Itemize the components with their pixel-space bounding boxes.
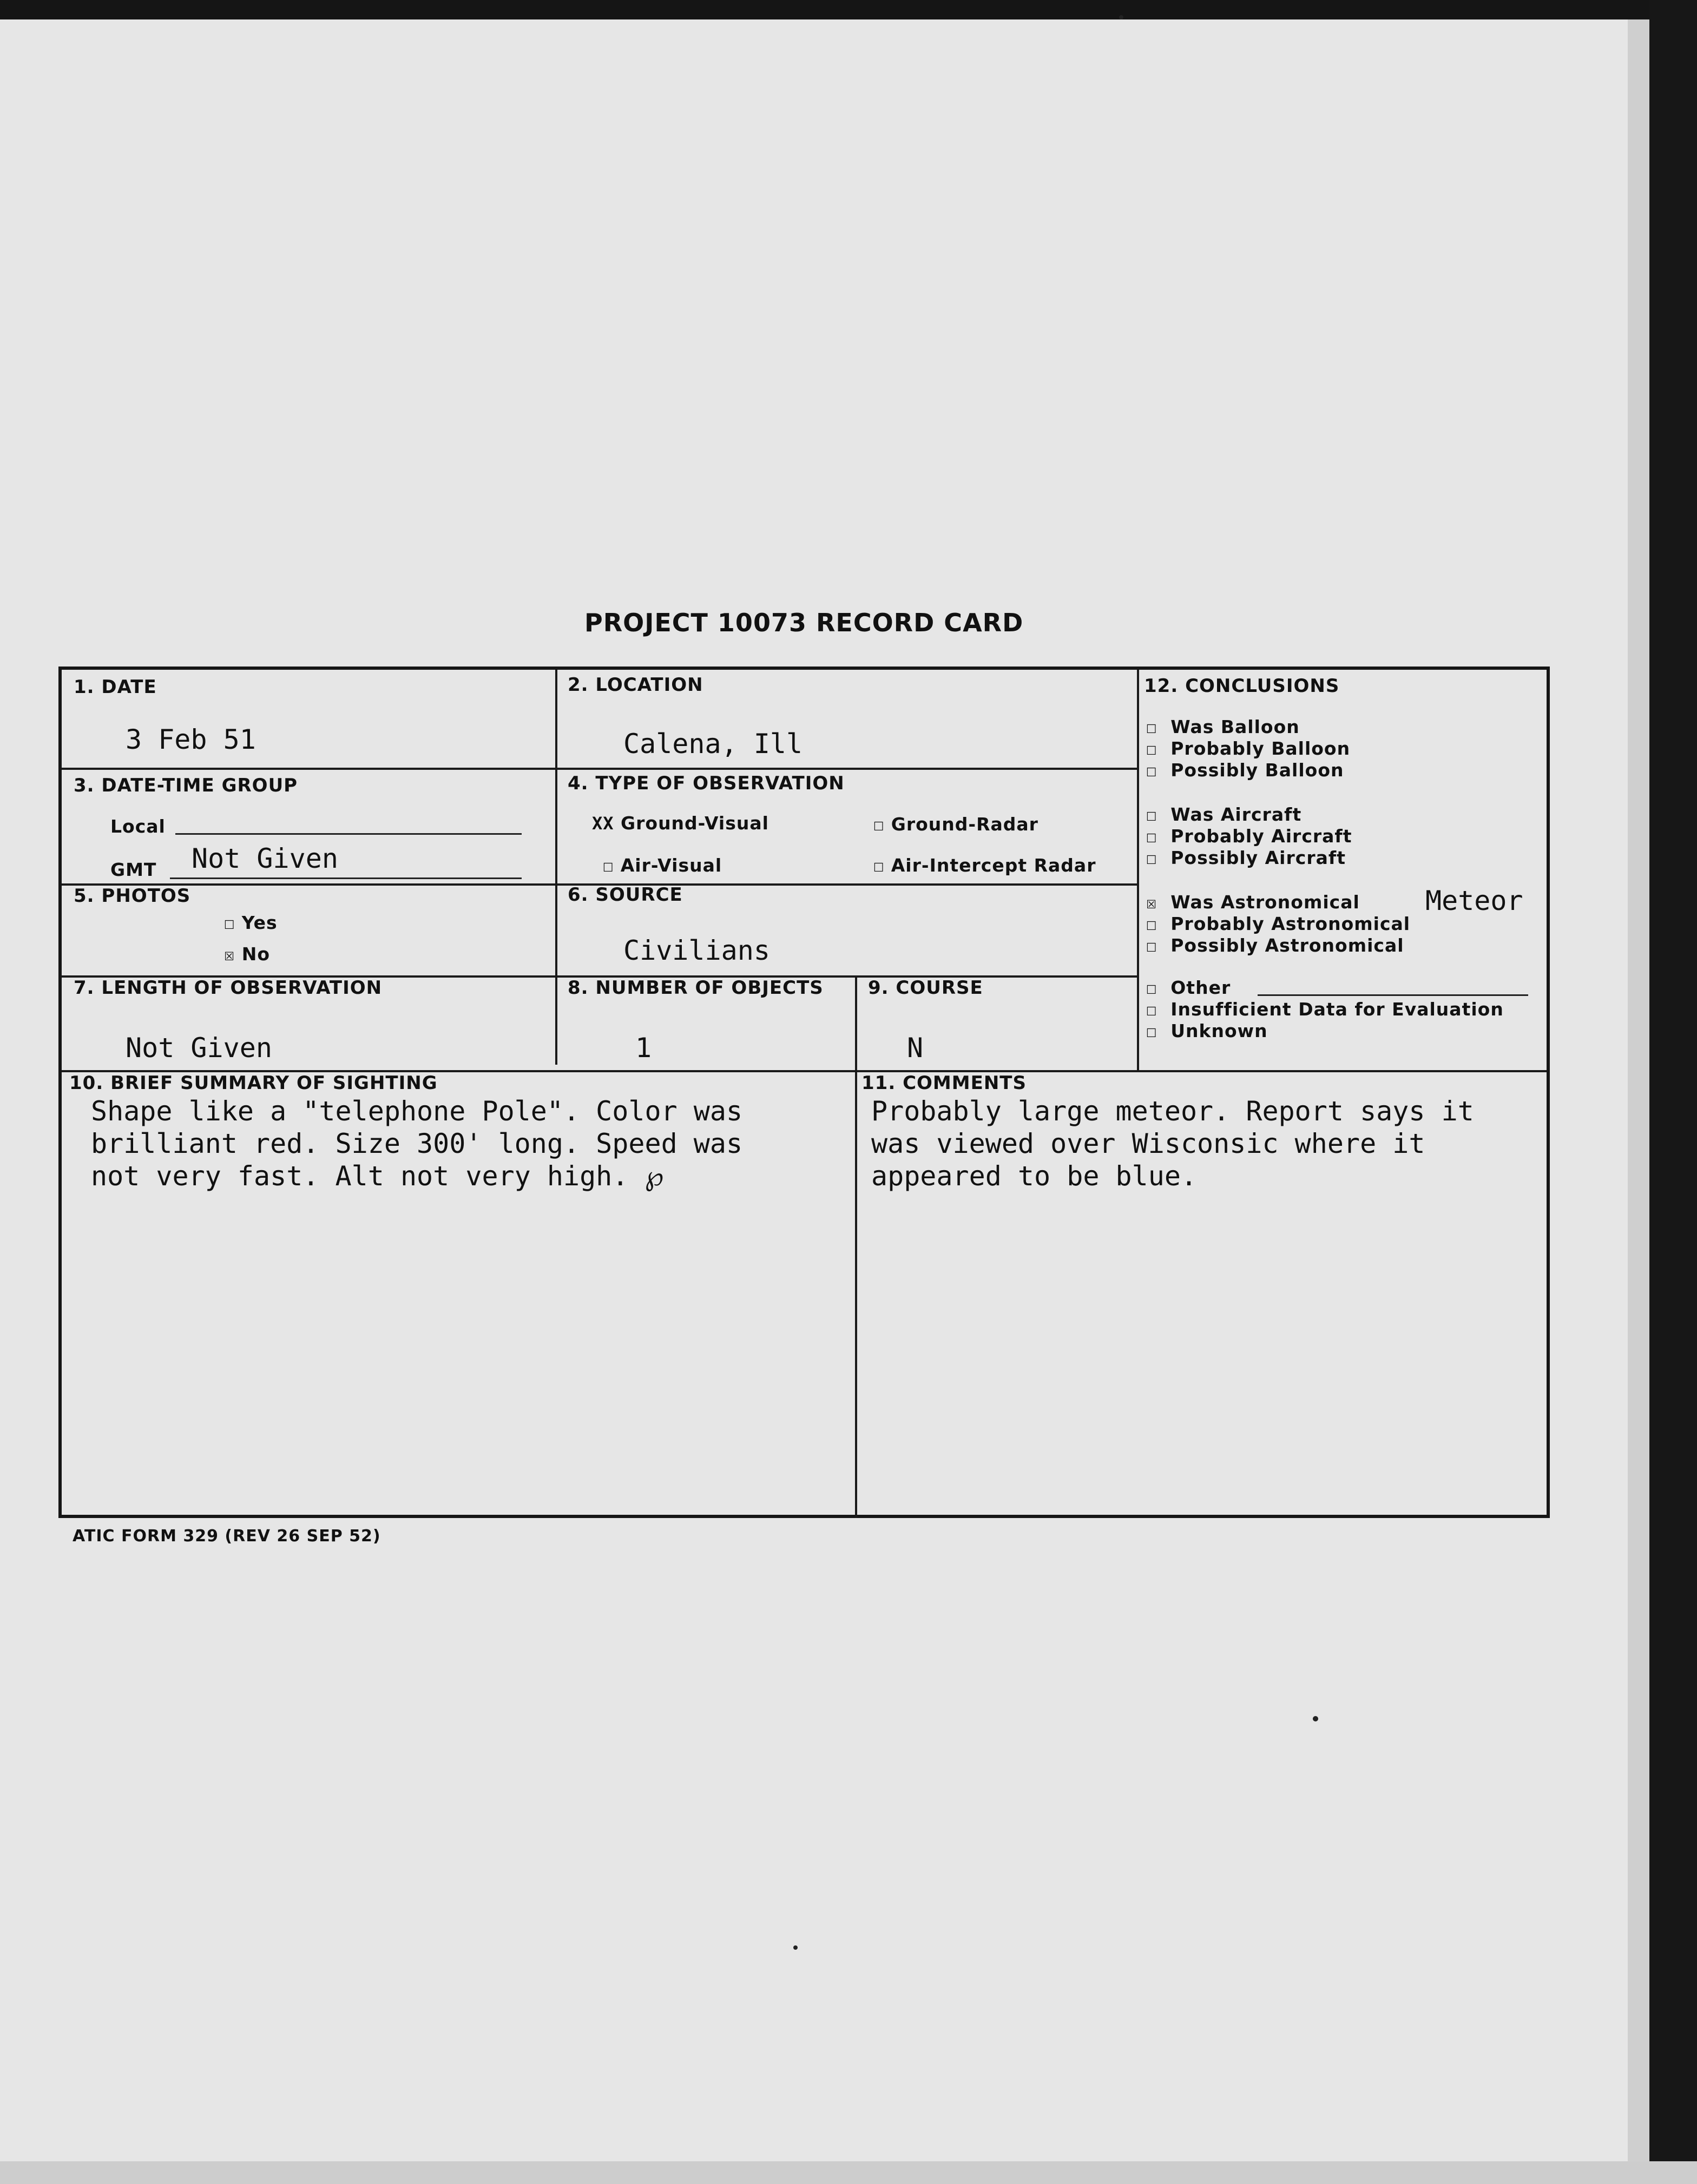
scan-speck (1119, 15, 1123, 19)
number-of-objects-value: 1 (635, 1032, 652, 1064)
course-label: 9. COURSE (868, 977, 983, 999)
concl-insufficient-data-checkbox: ☐ (1146, 999, 1157, 1020)
concl-was-astronomical (1146, 892, 1410, 913)
concl-possibly-aircraft (1146, 847, 1352, 869)
concl-unknown-checkbox: ☐ (1146, 1021, 1157, 1041)
concl-was-balloon-text: Was Balloon (1170, 716, 1300, 737)
local-label: Local (110, 816, 166, 837)
obs-ground-radar-checkbox: ☐ (873, 814, 885, 835)
concl-was-aircraft-text: Was Aircraft (1170, 804, 1302, 825)
gmt-label: GMT (110, 859, 157, 880)
date-time-group-label: 3. DATE-TIME GROUP (74, 775, 298, 796)
concl-other-text: Other (1170, 977, 1231, 998)
concl-possibly-balloon-checkbox: ☐ (1146, 760, 1157, 781)
scan-right-shadow (1628, 19, 1649, 2184)
length-of-observation-label: 7. LENGTH OF OBSERVATION (74, 977, 383, 999)
obs-ground-visual-text: Ground-Visual (621, 813, 769, 834)
concl-probably-aircraft (1146, 826, 1352, 847)
concl-insufficient-data (1146, 999, 1504, 1020)
photos-yes-checkbox: ☐ (224, 913, 235, 933)
scan-bottom-border (0, 2161, 1697, 2184)
photos-label: 5. PHOTOS (74, 885, 191, 907)
concl-possibly-astronomical-checkbox: ☐ (1146, 935, 1157, 956)
photos-no-text: No (241, 943, 271, 965)
photos-option-no (224, 943, 270, 965)
scan-right-border (1649, 0, 1697, 2184)
photos-no-checkbox: ☒ (224, 944, 235, 965)
obs-option-air-intercept-radar (873, 855, 1096, 876)
photos-yes-text: Yes (241, 912, 278, 933)
concl-probably-balloon-text: Probably Balloon (1170, 738, 1351, 759)
obs-air-intercept-text: Air-Intercept Radar (891, 855, 1096, 876)
date-label: 1. DATE (74, 676, 157, 698)
concl-probably-aircraft-text: Probably Aircraft (1170, 826, 1352, 847)
obs-ground-visual-checkbox: XX (592, 813, 614, 834)
obs-air-visual-checkbox: ☐ (603, 855, 614, 876)
concl-possibly-aircraft-checkbox: ☐ (1146, 848, 1157, 868)
concl-was-balloon-checkbox: ☐ (1146, 717, 1157, 737)
obs-option-ground-visual (592, 813, 769, 834)
location-value: Calena, Ill (623, 728, 803, 760)
obs-option-air-visual (603, 855, 722, 876)
comments-label: 11. COMMENTS (861, 1072, 1027, 1094)
concl-insufficient-data-text: Insufficient Data for Evaluation (1170, 999, 1504, 1020)
concl-probably-balloon-checkbox: ☐ (1146, 738, 1157, 759)
summary-text: Shape like a "telephone Pole". Color was brilliant red. Size 300' long. Speed was not very fast. Alt not very high. ℘ (91, 1096, 743, 1192)
photos-option-yes (224, 912, 278, 933)
concl-probably-astronomical-checkbox: ☐ (1146, 914, 1157, 934)
divider-col3 (1137, 670, 1139, 1070)
card-title: PROJECT 10073 RECORD CARD (584, 608, 1024, 637)
conclusions-group-aircraft (1146, 804, 1352, 869)
obs-option-ground-radar (873, 814, 1038, 835)
scan-speck (1313, 1716, 1318, 1721)
concl-unknown-text: Unknown (1170, 1020, 1268, 1041)
concl-probably-astronomical (1146, 913, 1410, 935)
astronomical-note: Meteor (1425, 885, 1523, 916)
concl-probably-astronomical-text: Probably Astronomical (1170, 913, 1411, 934)
comments-text: Probably large meteor. Report says it was viewed over Wisconsic where it appeared to be blue. (871, 1096, 1474, 1192)
gmt-underline (170, 877, 522, 879)
conclusions-group-balloon (1146, 716, 1350, 781)
divider-col1 (555, 670, 557, 1065)
record-card (58, 667, 1550, 1518)
concl-probably-balloon (1146, 738, 1350, 760)
concl-was-astronomical-text: Was Astronomical (1170, 892, 1360, 913)
concl-was-aircraft-checkbox: ☐ (1146, 804, 1157, 825)
concl-possibly-balloon-text: Possibly Balloon (1170, 760, 1344, 781)
concl-was-astronomical-checkbox: ☒ (1146, 892, 1157, 913)
concl-possibly-aircraft-text: Possibly Aircraft (1170, 847, 1346, 868)
form-number: ATIC FORM 329 (REV 26 SEP 52) (73, 1527, 381, 1546)
date-value: 3 Feb 51 (126, 724, 256, 755)
conclusions-label: 12. CONCLUSIONS (1144, 675, 1340, 697)
concl-unknown (1146, 1020, 1504, 1042)
obs-ground-radar-text: Ground-Radar (891, 814, 1038, 835)
obs-air-intercept-checkbox: ☐ (873, 855, 885, 876)
source-label: 6. SOURCE (568, 884, 683, 906)
concl-possibly-astronomical-text: Possibly Astronomical (1170, 935, 1404, 956)
conclusions-group-other (1146, 977, 1504, 1042)
concl-was-aircraft (1146, 804, 1352, 826)
length-of-observation-value: Not Given (126, 1032, 272, 1064)
local-underline (175, 833, 522, 835)
other-underline (1258, 994, 1528, 996)
scan-top-border (0, 0, 1697, 19)
concl-probably-aircraft-checkbox: ☐ (1146, 826, 1157, 847)
course-value: N (907, 1032, 924, 1064)
conclusions-group-astronomical (1146, 892, 1410, 956)
divider-col2-lower (855, 977, 857, 1518)
source-value: Civilians (623, 935, 770, 966)
obs-air-visual-text: Air-Visual (620, 855, 722, 876)
number-of-objects-label: 8. NUMBER OF OBJECTS (568, 977, 824, 999)
gmt-value: Not Given (192, 843, 338, 874)
concl-was-balloon (1146, 716, 1350, 738)
concl-possibly-astronomical (1146, 935, 1410, 956)
location-label: 2. LOCATION (568, 674, 703, 696)
divider-row1 (62, 768, 1139, 770)
summary-label: 10. BRIEF SUMMARY OF SIGHTING (69, 1072, 438, 1094)
scan-speck (793, 1945, 798, 1950)
concl-other-checkbox: ☐ (1146, 978, 1157, 998)
concl-possibly-balloon (1146, 760, 1350, 781)
type-of-observation-label: 4. TYPE OF OBSERVATION (568, 773, 845, 794)
